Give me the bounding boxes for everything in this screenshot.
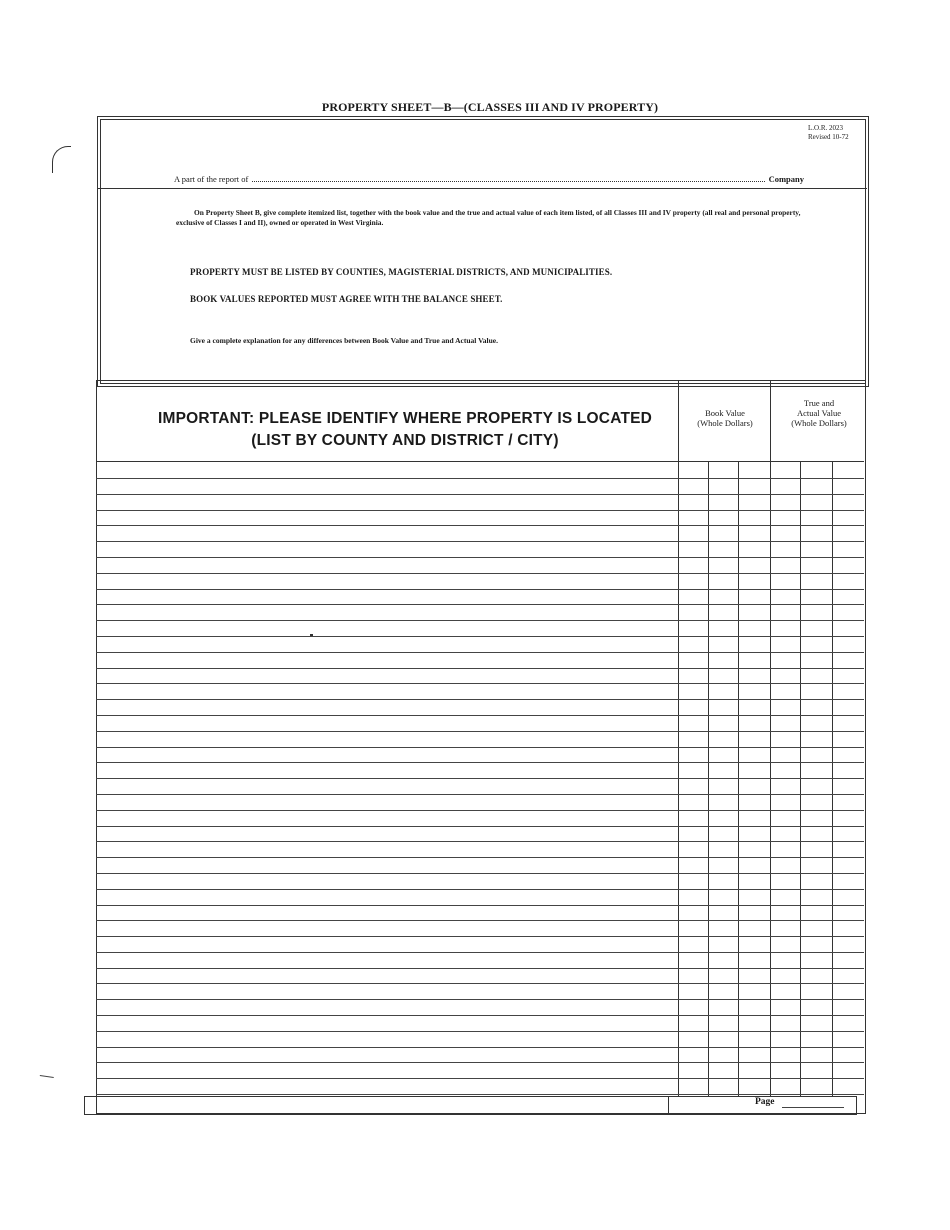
table-row-line[interactable] <box>96 668 864 669</box>
table-row-line[interactable] <box>96 1078 864 1079</box>
table-row-line[interactable] <box>96 1047 864 1048</box>
table-row-line[interactable] <box>96 747 864 748</box>
report-of-line <box>174 174 804 184</box>
table-row-line[interactable] <box>96 636 864 637</box>
divider <box>98 188 867 189</box>
form-title: PROPERTY SHEET—B—(CLASSES III AND IV PROPERTY) <box>321 100 659 114</box>
table-footer-frame <box>84 1096 857 1115</box>
true-value-units: (Whole Dollars) <box>791 418 847 428</box>
table-row-line[interactable] <box>96 541 864 542</box>
table-row-line[interactable] <box>96 510 864 511</box>
table-row-line[interactable] <box>96 478 864 479</box>
true-value-header <box>774 398 864 428</box>
table-row-line[interactable] <box>96 604 864 605</box>
table-row-line[interactable] <box>96 826 864 827</box>
book-value-header <box>680 408 770 428</box>
report-of-label: A part of the report of <box>174 174 249 184</box>
table-row-line[interactable] <box>96 841 864 842</box>
table-row-line[interactable] <box>96 731 864 732</box>
important-line-1: IMPORTANT: PLEASE IDENTIFY WHERE PROPERTY IS LOCATED <box>157 410 653 427</box>
table-row-line[interactable] <box>96 573 864 574</box>
table-row-line[interactable] <box>96 905 864 906</box>
table-row-line[interactable] <box>96 699 864 700</box>
table-row-line[interactable] <box>96 652 864 653</box>
company-name-field[interactable] <box>252 174 764 182</box>
header-divider <box>96 461 864 462</box>
requirement-book-values: BOOK VALUES REPORTED MUST AGREE WITH THE BALANCE SHEET. <box>190 294 503 304</box>
table-row-line[interactable] <box>96 1031 864 1032</box>
table-row-line[interactable] <box>96 683 864 684</box>
table-row-line[interactable] <box>96 810 864 811</box>
explanation-note: Give a complete explanation for any differences between Book Value and True and Actual Value. <box>190 336 499 345</box>
table-row-line[interactable] <box>96 920 864 921</box>
table-row-line[interactable] <box>96 762 864 763</box>
column-divider <box>770 380 771 1096</box>
revision-date: Revised 10-72 <box>808 133 849 141</box>
table-row-line[interactable] <box>96 1062 864 1063</box>
page-number-field[interactable] <box>782 1107 844 1108</box>
form-number: L.O.R. 2023 <box>808 124 843 132</box>
important-notice <box>120 408 690 452</box>
table-row-line[interactable] <box>96 968 864 969</box>
column-divider <box>678 380 679 1096</box>
requirement-counties: PROPERTY MUST BE LISTED BY COUNTIES, MAGISTERIAL DISTRICTS, AND MUNICIPALITIES. <box>190 267 613 277</box>
footer-divider <box>668 1096 669 1113</box>
table-row-line[interactable] <box>96 589 864 590</box>
table-row-line[interactable] <box>96 936 864 937</box>
table-row-line[interactable] <box>96 778 864 779</box>
table-row-line[interactable] <box>96 983 864 984</box>
table-row-line[interactable] <box>96 1094 864 1095</box>
true-value-label-2: Actual Value <box>797 408 841 418</box>
book-value-units: (Whole Dollars) <box>697 418 753 428</box>
table-row-line[interactable] <box>96 494 864 495</box>
important-line-2: (LIST BY COUNTY AND DISTRICT / CITY) <box>251 432 559 449</box>
form-id <box>808 124 849 142</box>
page-label: Page <box>755 1097 775 1107</box>
book-value-label: Book Value <box>705 408 745 418</box>
company-label: Company <box>768 174 804 184</box>
table-row-line[interactable] <box>96 889 864 890</box>
true-value-label-1: True and <box>803 398 835 408</box>
table-row-line[interactable] <box>96 620 864 621</box>
table-row-line[interactable] <box>96 794 864 795</box>
table-row-line[interactable] <box>96 557 864 558</box>
table-row-line[interactable] <box>96 999 864 1000</box>
table-row-line[interactable] <box>96 857 864 858</box>
instructions-text: On Property Sheet B, give complete itemized list, together with the book value and the true and actual value of each item listed, of all Classes III and IV property (all real and personal property, exclusive of Classes I and II), owned or operated in West Virginia. <box>176 208 801 227</box>
table-row-line[interactable] <box>96 525 864 526</box>
table-row-line[interactable] <box>96 715 864 716</box>
table-row-line[interactable] <box>96 952 864 953</box>
table-row-line[interactable] <box>96 873 864 874</box>
table-row-line[interactable] <box>96 1015 864 1016</box>
scan-mark <box>52 146 71 173</box>
scan-mark <box>40 1072 54 1078</box>
